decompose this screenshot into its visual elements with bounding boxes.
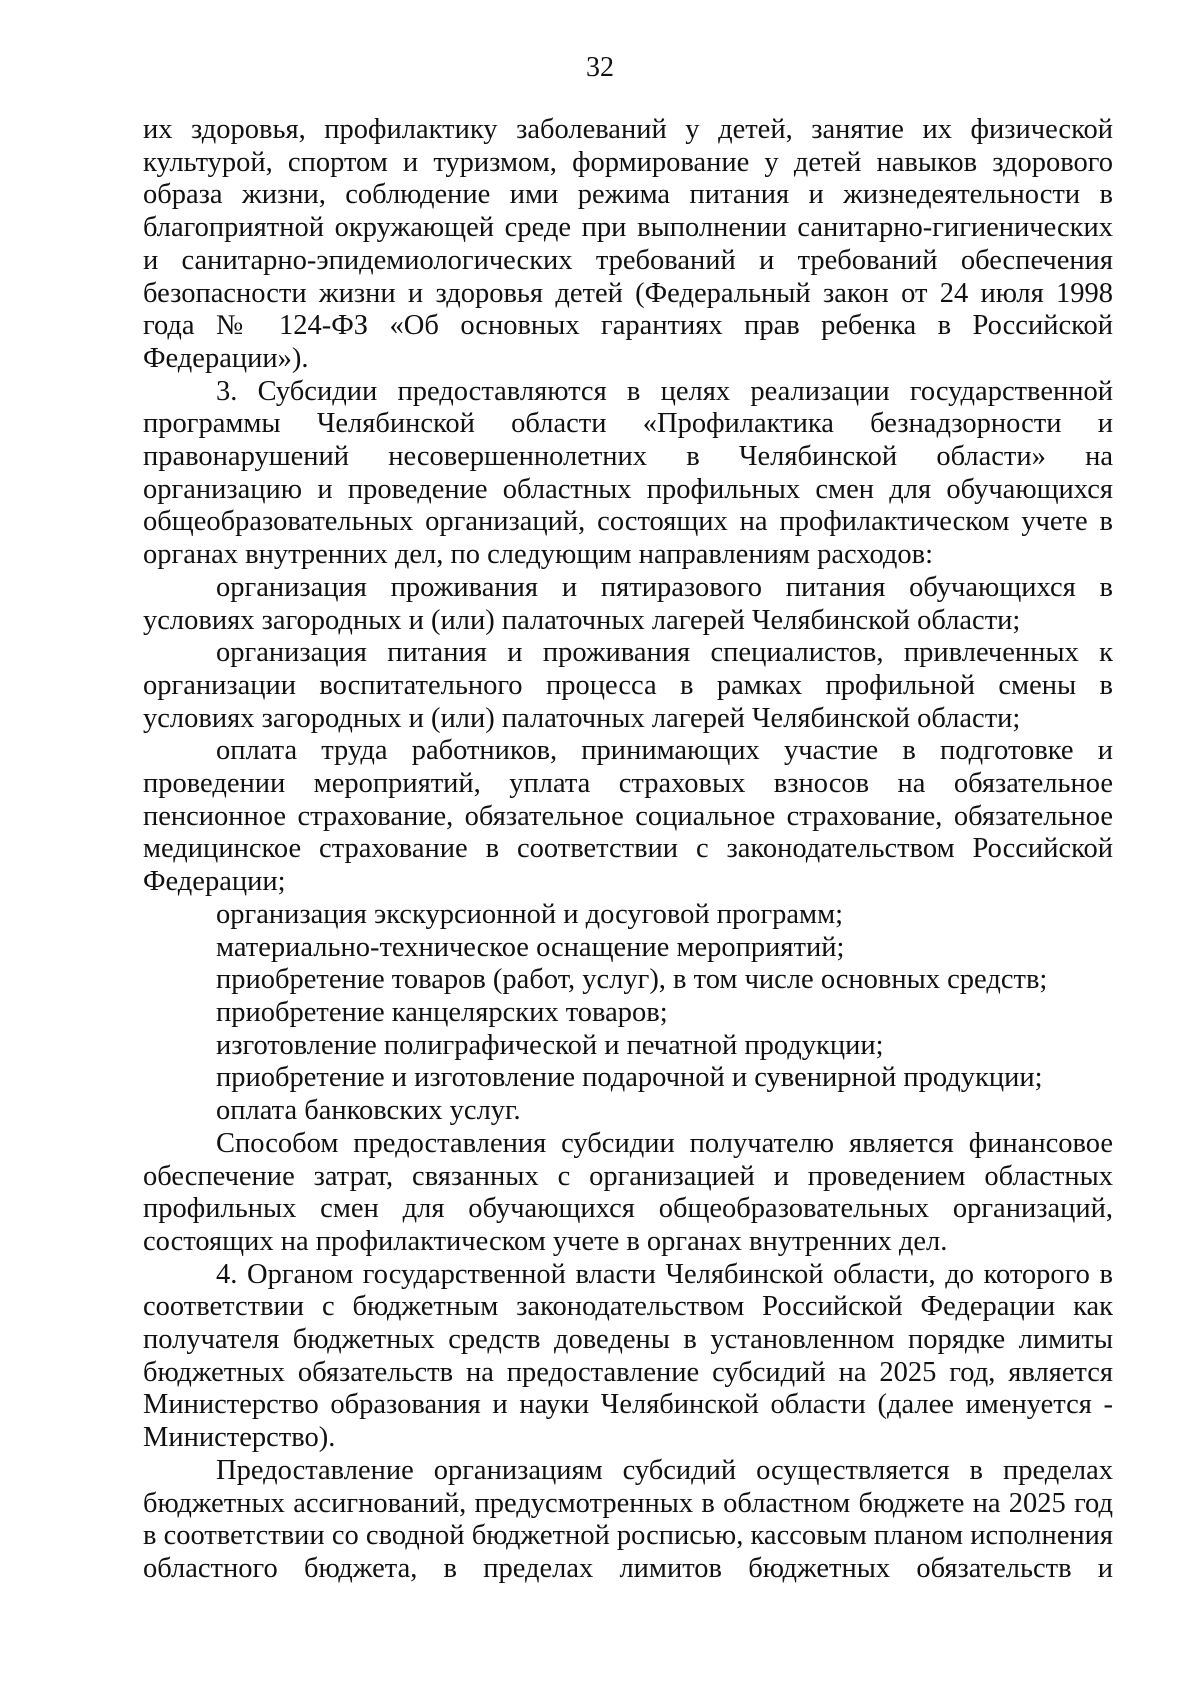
paragraph-expense-direction: материально-техническое оснащение мероприятий; [216,931,845,963]
paragraph-expense-direction: изготовление полиграфической и печатной продукции; [216,1029,884,1061]
paragraph-expense-direction: организация питания и проживания специалистов, привлеченных к организации воспитательного процесса в рамках профильной смены в условиях загородных и (или) палаточных лагерей Челябинской области; [143,637,1113,734]
paragraph-expense-direction: оплата труда работников, принимающих участие в подготовке и проведении мероприятий, уплата страховых взносов на обязательное пенсионное страхование, обязательное социальное страхование, обязательное медицинское страхование в соответствии с законодательством Российской Федерации; [143,735,1113,898]
paragraph-continuation: их здоровья, профилактику заболеваний у детей, занятие их физической культурой, спортом и туризмом, формирование у детей навыков здорового образа жизни, соблюдение ими режима питания и жизнедеятельности в благоприятной окружающей среде при выполнении санитарно-гигиенических и санитарно-эпидемиологических требований и требований обеспечения безопасности жизни и здоровья детей (Федеральный закон от 24 июля 1998 года № 124-ФЗ «Об основных гарантиях прав ребенка в Российской Федерации»). [143,114,1113,374]
paragraph-expense-direction: организация проживания и пятиразового питания обучающихся в условиях загородных и (или) палаточных лагерей Челябинской области; [143,571,1113,636]
paragraph-subsidy-provision: Предоставление организациям субсидий осуществляется в пределах бюджетных ассигнований, предусмотренных в областном бюджете на 2025 год в соответствии со сводной бюджетной росписью, кассовым планом исполнения областного бюджета, в пределах лимитов бюджетных обязательств и [143,1454,1113,1584]
paragraph-expense-direction: приобретение и изготовление подарочной и сувенирной продукции; [216,1062,1043,1094]
paragraph-expense-direction: приобретение канцелярских товаров; [216,996,668,1028]
page-number: 32 [586,52,614,83]
document-body [143,114,1113,1586]
paragraph-subsidy-method: Способом предоставления субсидии получателю является финансовое обеспечение затрат, связанных с организацией и проведением областных профильных смен для обучающихся общеобразовательных организаций, состоящих на профилактическом учете в органах внутренних дел. [143,1127,1113,1257]
paragraph-expense-direction: организация экскурсионной и досуговой программ; [216,898,844,930]
paragraph-expense-direction: оплата банковских услуг. [216,1095,521,1127]
paragraph-expense-direction: приобретение товаров (работ, услуг), в том числе основных средств; [216,964,1048,996]
paragraph-item-3: 3. Субсидии предоставляются в целях реализации государственной программы Челябинской области «Профилактика безнадзорности и правонарушений несовершеннолетних в Челябинской области» на организацию и проведение областных профильных смен для обучающихся общеобразовательных организаций, состоящих на профилактическом учете в органах внутренних дел, по следующим направлениям расходов: [143,375,1113,571]
paragraph-item-4: 4. Органом государственной власти Челябинской области, до которого в соответствии с бюджетным законодательством Российской Федерации как получателя бюджетных средств доведены в установленном порядке лимиты бюджетных обязательств на предоставление субсидий на 2025 год, является Министерство образования и науки Челябинской области (далее именуется - Министерство). [143,1258,1113,1454]
